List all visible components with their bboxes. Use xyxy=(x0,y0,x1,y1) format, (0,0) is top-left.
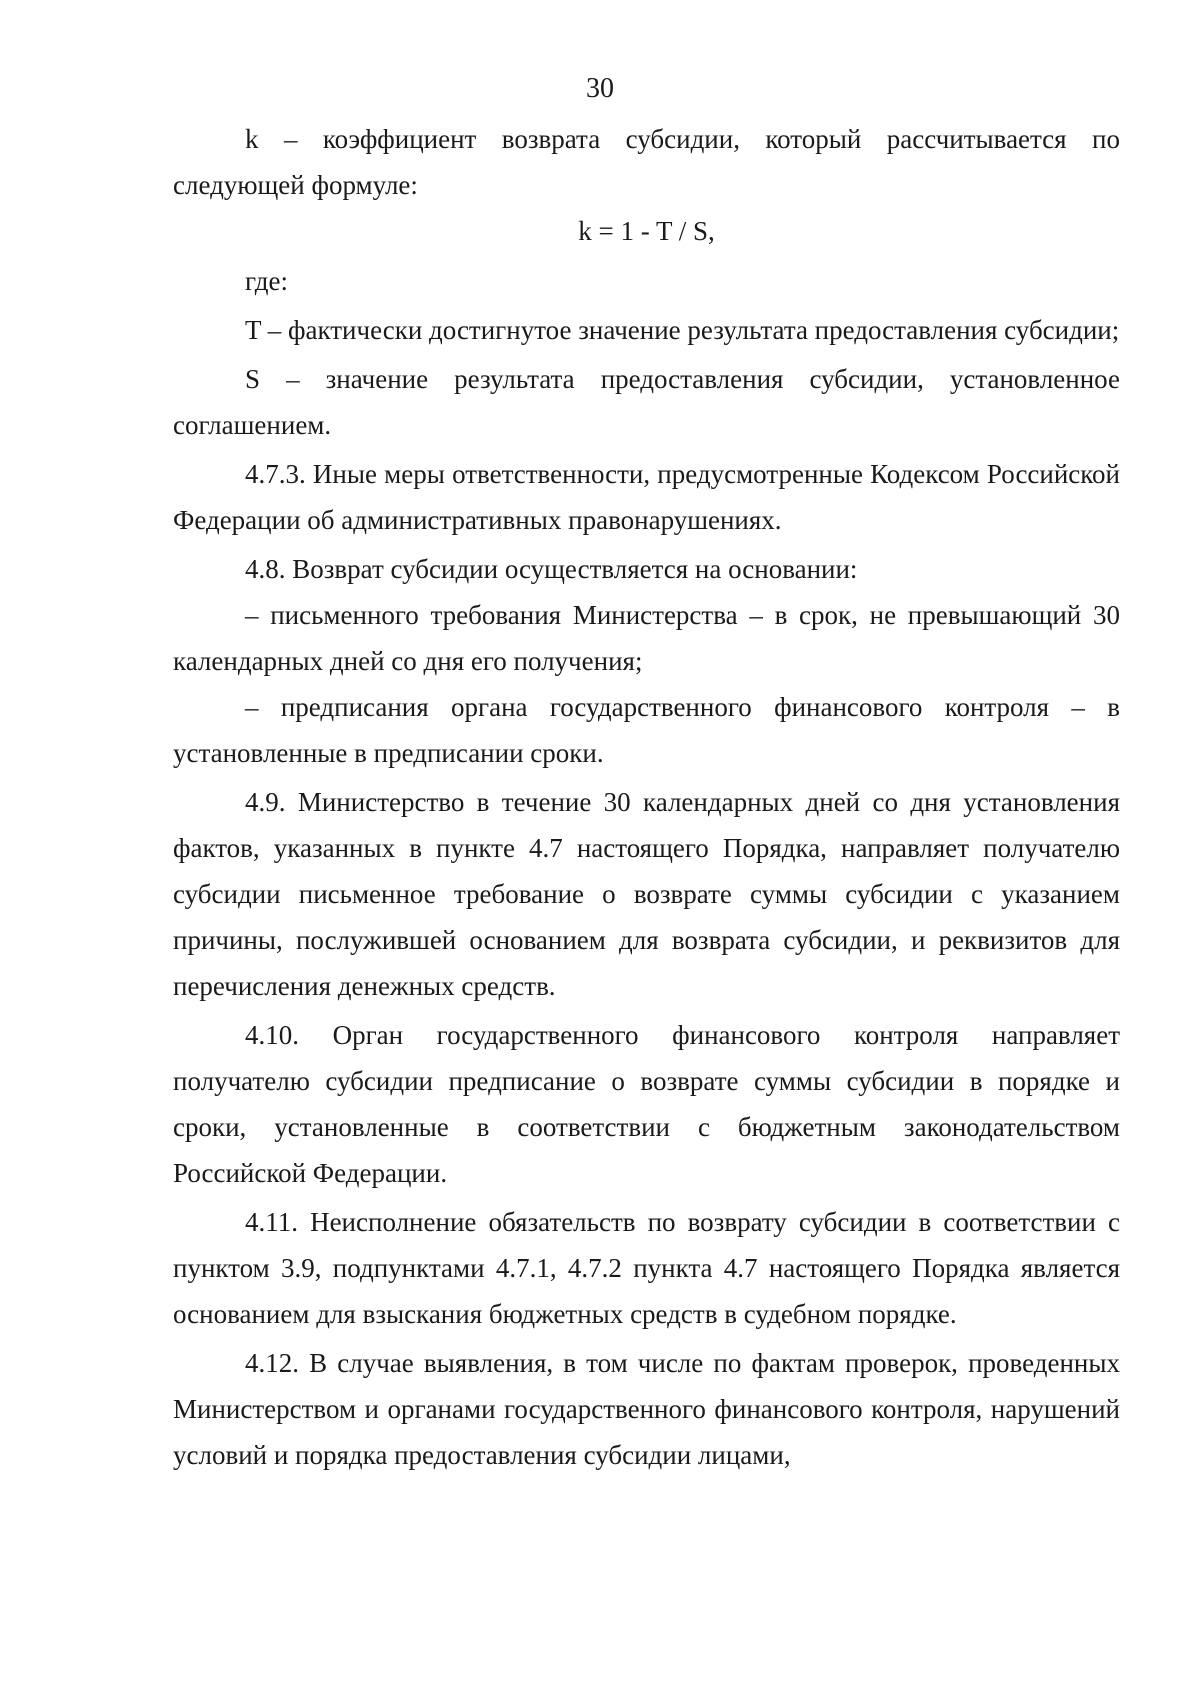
paragraph-where: где: xyxy=(245,266,288,296)
paragraph-4-9: 4.9. Министерство в течение 30 календарных дней со дня установления фактов, указанных в пункте 4.7 настоящего Порядка, направляет получателю субсидии письменное требование о возврате суммы субсидии с указанием причины, послужившей основанием для возврата субсидии, и реквизитов для перечисления денежных средств. xyxy=(173,787,1120,1001)
paragraph-4-11: 4.11. Неисполнение обязательств по возврату субсидии в соответствии с пунктом 3.9, подпунктами 4.7.1, 4.7.2 пункта 4.7 настоящего Порядка является основанием для взыскания бюджетных средств в судебном порядке. xyxy=(173,1207,1120,1329)
paragraph-4-8: 4.8. Возврат субсидии осуществляется на основании: xyxy=(245,554,858,584)
paragraph-4-8-item-2: – предписания органа государственного финансового контроля – в установленные в предписании сроки. xyxy=(173,692,1120,768)
paragraph-4-12: 4.12. В случае выявления, в том числе по фактам проверок, проведенных Министерством и органами государственного финансового контроля, нарушений условий и порядка предоставления субсидии лицами, xyxy=(173,1348,1120,1470)
paragraph-4-10: 4.10. Орган государственного финансового контроля направляет получателю субсидии предписание о возврате суммы субсидии в порядке и сроки, установленные в соответствии с бюджетным законодательством Российской Федерации. xyxy=(173,1020,1120,1188)
paragraph-4-8-item-1: – письменного требования Министерства – в срок, не превышающий 30 календарных дней со дня его получения; xyxy=(173,600,1120,676)
document-body xyxy=(173,116,1120,1478)
paragraph-4-7-3: 4.7.3. Иные меры ответственности, предусмотренные Кодексом Российской Федерации об административных правонарушениях. xyxy=(173,459,1120,535)
paragraph-definition-t: T – фактически достигнутое значение результата предоставления субсидии; xyxy=(245,315,1120,345)
page-number: 30 xyxy=(586,73,614,104)
formula: k = 1 - T / S, xyxy=(578,216,715,246)
paragraph-definition-s: S – значение результата предоставления субсидии, установленное соглашением. xyxy=(173,364,1120,440)
paragraph-coefficient-k: k – коэффициент возврата субсидии, который рассчитывается по следующей формуле: xyxy=(173,124,1120,200)
